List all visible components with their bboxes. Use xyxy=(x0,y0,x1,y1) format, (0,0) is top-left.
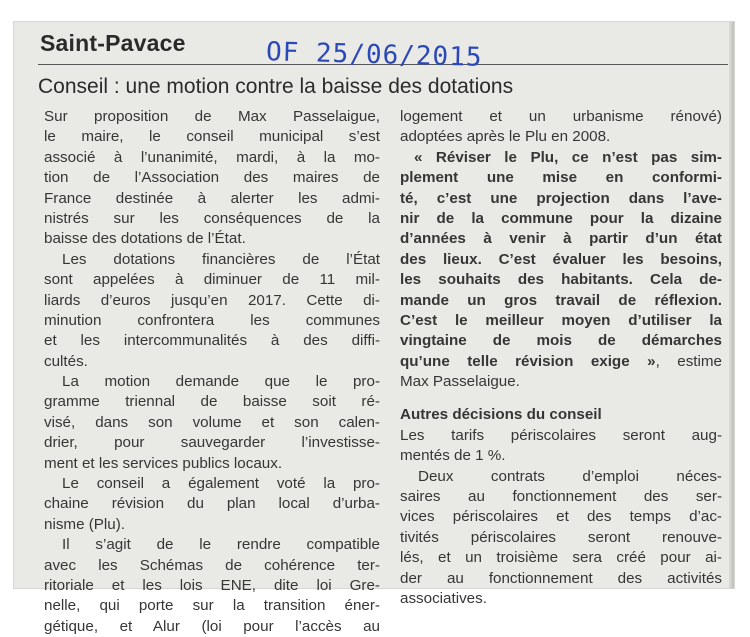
section-rubric: Saint-Pavace xyxy=(40,30,186,56)
text-line: France destinée à alerter les admi- xyxy=(44,189,380,207)
paper-edge xyxy=(729,22,734,588)
text-line: baisse des dotations de l’État. xyxy=(44,230,246,248)
handwritten-date-stamp: OF 25/06/2015 xyxy=(265,37,483,73)
quote-closing-text: qu’une telle révision exige » xyxy=(400,352,656,370)
text-line: ment et les services publics locaux. xyxy=(44,454,283,472)
text-line: Les dotations financières de l’État xyxy=(62,250,380,268)
article-left-column xyxy=(44,107,380,637)
text-line: Sur proposition de Max Passelaigue, xyxy=(44,108,380,125)
quote-line: mande un gros travail de réflexion. xyxy=(400,291,722,309)
text-line: tivités périscolaires seront renouve- xyxy=(400,528,722,546)
text-line: La motion demande que le pro- xyxy=(62,373,380,391)
quote-line: vingtaine de mois de démarches xyxy=(400,332,722,350)
quote-line: plement une mise en conformi- xyxy=(400,169,722,187)
section-subheading: Autres décisions du conseil xyxy=(400,406,602,424)
text-line: ritoriale et les lois ENE, dite loi Gre- xyxy=(44,576,380,594)
text-line: associé à l’unanimité, mardi, à la mo- xyxy=(44,148,380,166)
quote-line: les souhaits des habitants. Cela de- xyxy=(400,271,722,289)
text-line: logement et un urbanisme rénové) xyxy=(400,108,722,125)
quote-attribution-verb: , estime xyxy=(655,352,722,370)
text-line: Le conseil a également voté la pro- xyxy=(62,475,380,493)
text-line: drier, pour sauvegarder l’investisse- xyxy=(44,434,380,452)
text-line: Max Passelaigue. xyxy=(400,373,520,391)
text-line: Les tarifs périscolaires seront aug- xyxy=(400,426,722,444)
quote-line: C’est le meilleur moyen d’utiliser la xyxy=(400,311,722,329)
text-line: le maire, le conseil municipal s’est xyxy=(44,128,380,146)
text-line: et les intercommunalités à des diffi- xyxy=(44,332,380,350)
article-right-column xyxy=(400,107,722,609)
text-line: mentés de 1 %. xyxy=(400,447,506,465)
text-line: adoptées après le Plu en 2008. xyxy=(400,128,611,146)
quote-line: « Réviser le Plu, ce n’est pas sim- xyxy=(414,148,722,166)
quote-line: té, c’est une projection dans l’ave- xyxy=(400,189,722,207)
newspaper-clipping xyxy=(14,22,734,635)
text-line: chaine révision du plan local d’urba- xyxy=(44,495,380,513)
quote-line: nir de la commune pour la dizaine xyxy=(400,209,722,227)
text-line: avec les Schémas de cohérence ter- xyxy=(44,556,380,574)
quote-line: des lieux. C’est évaluer les besoins, xyxy=(400,250,722,268)
text-line: saires au fonctionnement des ser- xyxy=(400,488,722,506)
text-line: gétique, et Alur (loi pour l’accès au xyxy=(44,617,380,635)
article-headline: Conseil : une motion contre la baisse des dotations xyxy=(38,75,514,98)
text-line: Deux contrats d’emploi néces- xyxy=(418,467,722,485)
text-line: der au fonctionnement des activités xyxy=(400,569,722,587)
text-line: tion de l’Association des maires de xyxy=(44,169,380,187)
text-line: nistrés sur les conséquences de la xyxy=(44,209,380,227)
text-line: liards d’euros jusqu’en 2017. Cette di- xyxy=(44,291,380,309)
text-line: nelle, qui porte sur la transition éner- xyxy=(44,597,380,615)
text-line: Il s’agit de le rendre compatible xyxy=(62,536,380,554)
text-line: cultés. xyxy=(44,352,88,370)
text-line: gramme triennal de baisse soit ré- xyxy=(44,393,380,411)
text-line: sont appelées à diminuer de 11 mil- xyxy=(44,271,380,289)
text-line: visé, dans son volume et son calen- xyxy=(44,413,380,431)
quote-line: d’années à venir à partir d’un état xyxy=(400,230,722,248)
text-line: nisme (Plu). xyxy=(44,515,126,533)
text-line: associatives. xyxy=(400,589,487,607)
quote-closing-line xyxy=(400,352,722,372)
text-line: lés, et un troisième sera créé pour ai- xyxy=(400,549,722,567)
text-line: minution confrontera les communes xyxy=(44,311,380,329)
text-line: vices périscolaires et des temps d’ac- xyxy=(400,508,722,526)
